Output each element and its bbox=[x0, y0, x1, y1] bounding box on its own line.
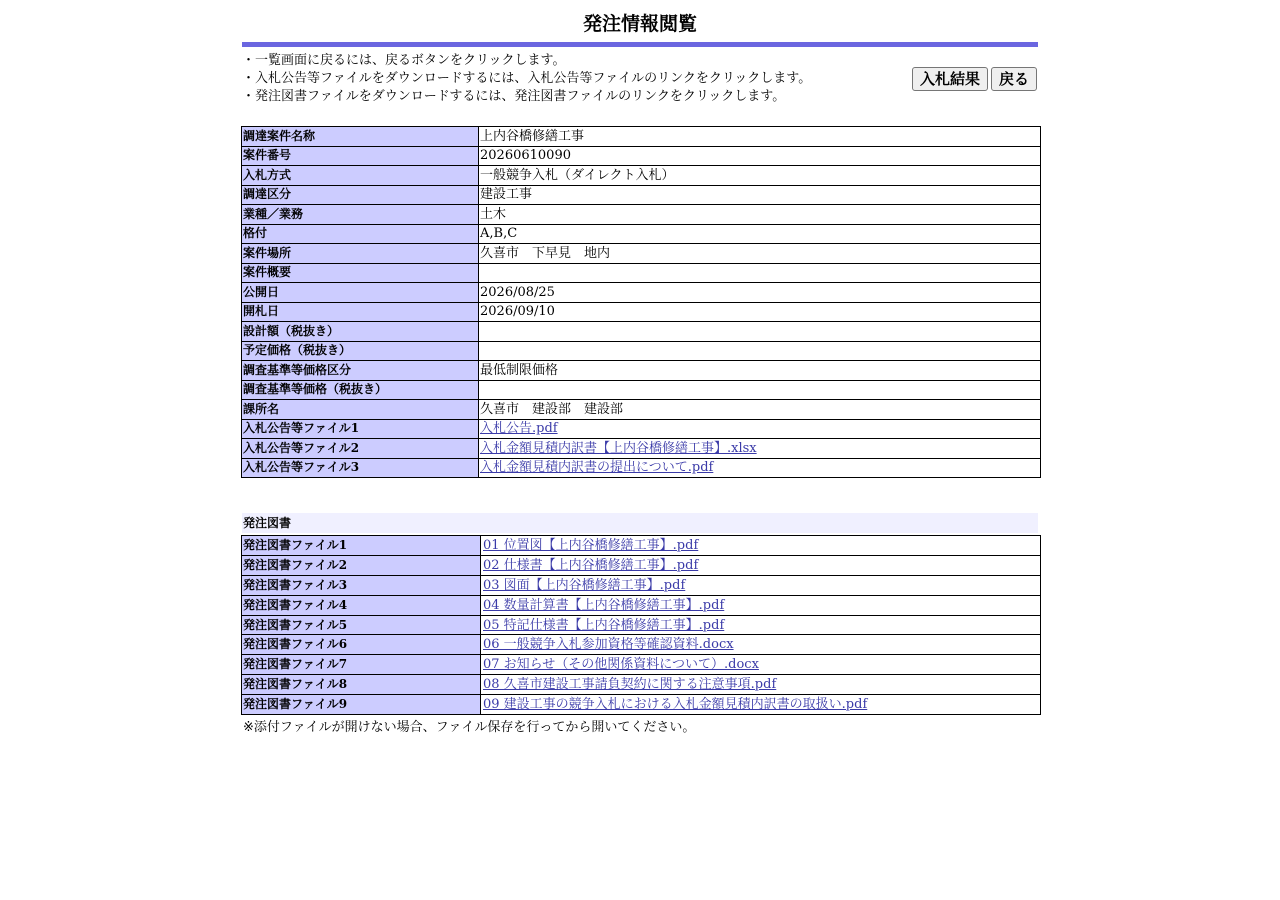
table-row bbox=[242, 439, 1041, 459]
field-label: 調達区分 bbox=[242, 185, 479, 205]
file-download-link[interactable]: 09 建設工事の競争入札における入札金額見積内訳書の取扱い.pdf bbox=[483, 697, 868, 713]
back-button[interactable]: 戻る bbox=[991, 67, 1037, 91]
field-value: 建設工事 bbox=[479, 185, 1041, 205]
table-row bbox=[242, 575, 1041, 595]
field-label: 調査基準等価格（税抜き） bbox=[242, 380, 479, 400]
table-row bbox=[242, 244, 1041, 264]
field-label: 案件概要 bbox=[242, 263, 479, 283]
field-label: 格付 bbox=[242, 224, 479, 244]
field-label: 設計額（税抜き） bbox=[242, 322, 479, 342]
bid-result-button[interactable]: 入札結果 bbox=[912, 67, 988, 91]
field-label: 課所名 bbox=[242, 400, 479, 420]
field-label: 案件番号 bbox=[242, 146, 479, 166]
field-label: 入札方式 bbox=[242, 166, 479, 186]
table-row bbox=[242, 361, 1041, 381]
field-label: 発注図書ファイル1 bbox=[242, 536, 481, 556]
field-label: 発注図書ファイル2 bbox=[242, 555, 481, 575]
field-value: 20260610090 bbox=[479, 146, 1041, 166]
table-row bbox=[242, 205, 1041, 225]
title-divider bbox=[242, 42, 1038, 47]
file-download-link[interactable]: 05 特記仕様書【上内谷橋修繕工事】.pdf bbox=[483, 617, 725, 633]
table-row bbox=[242, 302, 1041, 322]
field-value bbox=[481, 655, 1041, 675]
field-label: 調達案件名称 bbox=[242, 127, 479, 147]
table-row bbox=[242, 635, 1041, 655]
field-value bbox=[479, 380, 1041, 400]
field-label: 発注図書ファイル3 bbox=[242, 575, 481, 595]
field-label: 発注図書ファイル6 bbox=[242, 635, 481, 655]
field-value bbox=[481, 555, 1041, 575]
drawings-table bbox=[241, 535, 1041, 715]
field-value bbox=[481, 575, 1041, 595]
instruction-line: ・入札公告等ファイルをダウンロードするには、入札公告等ファイルのリンクをクリックします。 bbox=[242, 71, 812, 86]
field-label: 発注図書ファイル5 bbox=[242, 615, 481, 635]
field-value bbox=[481, 595, 1041, 615]
table-row bbox=[242, 655, 1041, 675]
file-download-link[interactable]: 入札公告.pdf bbox=[480, 421, 558, 437]
field-value bbox=[479, 419, 1041, 439]
field-label: 発注図書ファイル4 bbox=[242, 595, 481, 615]
field-value: 2026/09/10 bbox=[479, 302, 1041, 322]
file-download-link[interactable]: 03 図面【上内谷橋修繕工事】.pdf bbox=[483, 577, 686, 593]
table-row bbox=[242, 127, 1041, 147]
field-label: 発注図書ファイル8 bbox=[242, 675, 481, 695]
table-row bbox=[242, 341, 1041, 361]
field-value: 2026/08/25 bbox=[479, 283, 1041, 303]
field-value: 土木 bbox=[479, 205, 1041, 225]
field-value bbox=[481, 536, 1041, 556]
table-row bbox=[242, 536, 1041, 556]
file-download-link[interactable]: 04 数量計算書【上内谷橋修繕工事】.pdf bbox=[483, 597, 725, 613]
field-value: 久喜市 建設部 建設部 bbox=[479, 400, 1041, 420]
table-row bbox=[242, 185, 1041, 205]
table-row bbox=[242, 283, 1041, 303]
field-label: 案件場所 bbox=[242, 244, 479, 264]
file-download-link[interactable]: 01 位置図【上内谷橋修繕工事】.pdf bbox=[483, 537, 699, 553]
instruction-line: ・発注図書ファイルをダウンロードするには、発注図書ファイルのリンクをクリックします。 bbox=[242, 89, 786, 104]
table-row bbox=[242, 380, 1041, 400]
field-label: 業種／業務 bbox=[242, 205, 479, 225]
field-value: 上内谷橋修繕工事 bbox=[479, 127, 1041, 147]
field-value bbox=[481, 675, 1041, 695]
page-title: 発注情報閲覧 bbox=[582, 13, 697, 35]
table-row bbox=[242, 458, 1041, 478]
field-value bbox=[481, 695, 1041, 715]
file-download-link[interactable]: 07 お知らせ（その他関係資料について）.docx bbox=[483, 657, 759, 673]
table-row bbox=[242, 419, 1041, 439]
table-row bbox=[242, 675, 1041, 695]
table-row bbox=[242, 695, 1041, 715]
attachment-note: ※添付ファイルが開けない場合、ファイル保存を行ってから開いてください。 bbox=[243, 720, 696, 735]
file-download-link[interactable]: 08 久喜市建設工事請負契約に関する注意事項.pdf bbox=[483, 677, 777, 693]
field-value bbox=[479, 458, 1041, 478]
file-download-link[interactable]: 06 一般競争入札参加資格等確認資料.docx bbox=[483, 637, 734, 653]
field-label: 入札公告等ファイル2 bbox=[242, 439, 479, 459]
field-value: 久喜市 下早見 地内 bbox=[479, 244, 1041, 264]
field-value bbox=[481, 615, 1041, 635]
field-label: 入札公告等ファイル3 bbox=[242, 458, 479, 478]
file-download-link[interactable]: 02 仕様書【上内谷橋修繕工事】.pdf bbox=[483, 557, 699, 573]
field-value: 最低制限価格 bbox=[479, 361, 1041, 381]
field-value: A,B,C bbox=[479, 224, 1041, 244]
field-value bbox=[479, 322, 1041, 342]
field-value bbox=[481, 635, 1041, 655]
file-download-link[interactable]: 入札金額見積内訳書【上内谷橋修繕工事】.xlsx bbox=[480, 440, 757, 456]
field-label: 公開日 bbox=[242, 283, 479, 303]
instruction-line: ・一覧画面に戻るには、戻るボタンをクリックします。 bbox=[242, 53, 566, 68]
field-value: 一般競争入札（ダイレクト入札） bbox=[479, 166, 1041, 186]
procurement-info-table bbox=[241, 126, 1041, 478]
field-value bbox=[479, 263, 1041, 283]
field-value bbox=[479, 439, 1041, 459]
table-row bbox=[242, 615, 1041, 635]
field-label: 調査基準等価格区分 bbox=[242, 361, 479, 381]
field-label: 予定価格（税抜き） bbox=[242, 341, 479, 361]
field-label: 開札日 bbox=[242, 302, 479, 322]
table-row bbox=[242, 146, 1041, 166]
table-row bbox=[242, 595, 1041, 615]
table-row bbox=[242, 224, 1041, 244]
field-label: 発注図書ファイル7 bbox=[242, 655, 481, 675]
table-row bbox=[242, 263, 1041, 283]
field-label: 入札公告等ファイル1 bbox=[242, 419, 479, 439]
table-row bbox=[242, 555, 1041, 575]
table-row bbox=[242, 322, 1041, 342]
drawings-section-header: 発注図書 bbox=[242, 513, 1038, 533]
table-row bbox=[242, 166, 1041, 186]
field-label: 発注図書ファイル9 bbox=[242, 695, 481, 715]
instructions bbox=[242, 52, 882, 106]
file-download-link[interactable]: 入札金額見積内訳書の提出について.pdf bbox=[480, 460, 714, 476]
table-row bbox=[242, 400, 1041, 420]
field-value bbox=[479, 341, 1041, 361]
